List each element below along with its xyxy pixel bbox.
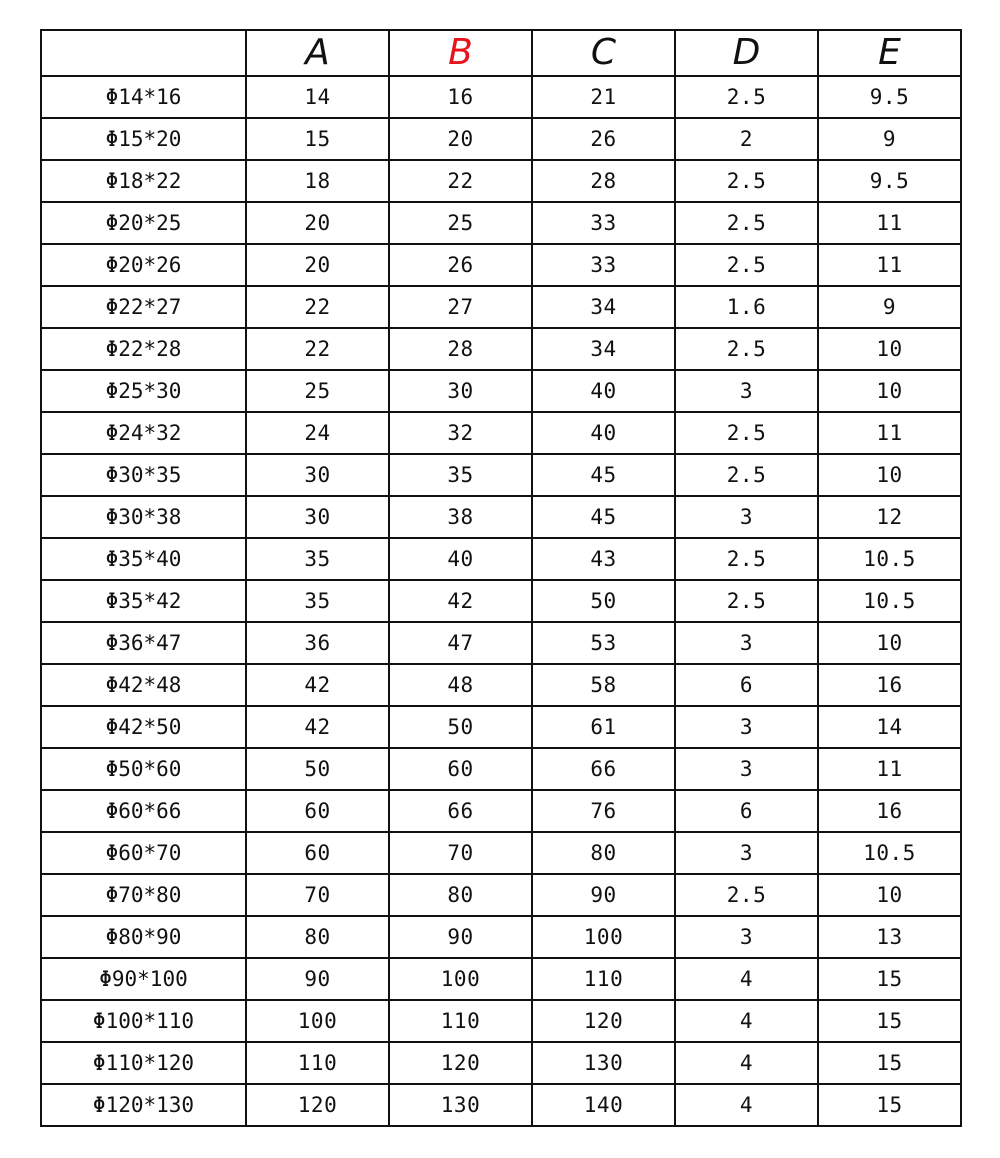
- a-cell: 60: [246, 832, 389, 874]
- size-cell: Φ60*66: [41, 790, 246, 832]
- d-cell: 3: [675, 748, 818, 790]
- b-cell: 25: [389, 202, 532, 244]
- e-cell: 15: [818, 1084, 961, 1126]
- c-cell: 40: [532, 370, 675, 412]
- c-cell: 33: [532, 202, 675, 244]
- a-cell: 25: [246, 370, 389, 412]
- e-cell: 9: [818, 118, 961, 160]
- c-cell: 50: [532, 580, 675, 622]
- c-cell: 45: [532, 496, 675, 538]
- b-cell: 70: [389, 832, 532, 874]
- a-cell: 14: [246, 76, 389, 118]
- d-cell: 3: [675, 706, 818, 748]
- size-cell: Φ50*60: [41, 748, 246, 790]
- header-size: [41, 30, 246, 76]
- c-cell: 66: [532, 748, 675, 790]
- table-row: [41, 664, 961, 706]
- a-cell: 50: [246, 748, 389, 790]
- size-cell: Φ18*22: [41, 160, 246, 202]
- e-cell: 9.5: [818, 160, 961, 202]
- table-row: [41, 160, 961, 202]
- e-cell: 15: [818, 1042, 961, 1084]
- table-row: [41, 454, 961, 496]
- size-cell: Φ20*26: [41, 244, 246, 286]
- c-cell: 61: [532, 706, 675, 748]
- size-cell: Φ110*120: [41, 1042, 246, 1084]
- size-cell: Φ14*16: [41, 76, 246, 118]
- size-cell: Φ100*110: [41, 1000, 246, 1042]
- d-cell: 2.5: [675, 874, 818, 916]
- a-cell: 24: [246, 412, 389, 454]
- b-cell: 90: [389, 916, 532, 958]
- a-cell: 30: [246, 454, 389, 496]
- b-cell: 50: [389, 706, 532, 748]
- size-cell: Φ24*32: [41, 412, 246, 454]
- a-cell: 35: [246, 580, 389, 622]
- e-cell: 11: [818, 244, 961, 286]
- header-a: A: [246, 30, 389, 76]
- table-row: [41, 328, 961, 370]
- e-cell: 10: [818, 874, 961, 916]
- d-cell: 3: [675, 916, 818, 958]
- table-row: [41, 622, 961, 664]
- table-row: [41, 286, 961, 328]
- c-cell: 120: [532, 1000, 675, 1042]
- e-cell: 10.5: [818, 538, 961, 580]
- c-cell: 34: [532, 286, 675, 328]
- size-cell: Φ90*100: [41, 958, 246, 1000]
- b-cell: 110: [389, 1000, 532, 1042]
- b-cell: 60: [389, 748, 532, 790]
- c-cell: 26: [532, 118, 675, 160]
- e-cell: 15: [818, 1000, 961, 1042]
- size-spec-table: [40, 29, 962, 1127]
- size-cell: Φ42*50: [41, 706, 246, 748]
- header-e: E: [818, 30, 961, 76]
- d-cell: 4: [675, 1042, 818, 1084]
- a-cell: 18: [246, 160, 389, 202]
- size-cell: Φ20*25: [41, 202, 246, 244]
- b-cell: 32: [389, 412, 532, 454]
- table-row: [41, 244, 961, 286]
- a-cell: 36: [246, 622, 389, 664]
- b-cell: 28: [389, 328, 532, 370]
- b-cell: 42: [389, 580, 532, 622]
- d-cell: 2.5: [675, 328, 818, 370]
- size-cell: Φ30*38: [41, 496, 246, 538]
- c-cell: 130: [532, 1042, 675, 1084]
- e-cell: 15: [818, 958, 961, 1000]
- table-row: [41, 118, 961, 160]
- a-cell: 90: [246, 958, 389, 1000]
- d-cell: 6: [675, 790, 818, 832]
- size-cell: Φ25*30: [41, 370, 246, 412]
- b-cell: 100: [389, 958, 532, 1000]
- size-cell: Φ35*40: [41, 538, 246, 580]
- e-cell: 11: [818, 748, 961, 790]
- c-cell: 34: [532, 328, 675, 370]
- header-row: [41, 30, 961, 76]
- d-cell: 2: [675, 118, 818, 160]
- table-row: [41, 580, 961, 622]
- b-cell: 35: [389, 454, 532, 496]
- table-row: [41, 790, 961, 832]
- table-row: [41, 1084, 961, 1126]
- d-cell: 2.5: [675, 244, 818, 286]
- table-row: [41, 958, 961, 1000]
- b-cell: 16: [389, 76, 532, 118]
- b-cell: 20: [389, 118, 532, 160]
- header-c: C: [532, 30, 675, 76]
- table-row: [41, 748, 961, 790]
- table-row: [41, 202, 961, 244]
- d-cell: 2.5: [675, 580, 818, 622]
- c-cell: 43: [532, 538, 675, 580]
- c-cell: 110: [532, 958, 675, 1000]
- a-cell: 15: [246, 118, 389, 160]
- d-cell: 6: [675, 664, 818, 706]
- d-cell: 4: [675, 1084, 818, 1126]
- b-cell: 47: [389, 622, 532, 664]
- size-cell: Φ60*70: [41, 832, 246, 874]
- table-row: [41, 832, 961, 874]
- e-cell: 9.5: [818, 76, 961, 118]
- e-cell: 11: [818, 202, 961, 244]
- size-cell: Φ22*28: [41, 328, 246, 370]
- c-cell: 76: [532, 790, 675, 832]
- b-cell: 26: [389, 244, 532, 286]
- c-cell: 45: [532, 454, 675, 496]
- a-cell: 42: [246, 706, 389, 748]
- e-cell: 16: [818, 790, 961, 832]
- table-row: [41, 412, 961, 454]
- e-cell: 16: [818, 664, 961, 706]
- b-cell: 30: [389, 370, 532, 412]
- a-cell: 80: [246, 916, 389, 958]
- a-cell: 20: [246, 244, 389, 286]
- a-cell: 100: [246, 1000, 389, 1042]
- a-cell: 42: [246, 664, 389, 706]
- c-cell: 53: [532, 622, 675, 664]
- a-cell: 60: [246, 790, 389, 832]
- table-row: [41, 538, 961, 580]
- header-b: B: [389, 30, 532, 76]
- table-row: [41, 706, 961, 748]
- table-row: [41, 370, 961, 412]
- e-cell: 14: [818, 706, 961, 748]
- d-cell: 2.5: [675, 202, 818, 244]
- b-cell: 27: [389, 286, 532, 328]
- e-cell: 12: [818, 496, 961, 538]
- c-cell: 40: [532, 412, 675, 454]
- e-cell: 10: [818, 370, 961, 412]
- size-cell: Φ22*27: [41, 286, 246, 328]
- size-cell: Φ15*20: [41, 118, 246, 160]
- d-cell: 2.5: [675, 412, 818, 454]
- b-cell: 120: [389, 1042, 532, 1084]
- d-cell: 4: [675, 958, 818, 1000]
- a-cell: 70: [246, 874, 389, 916]
- header-d: D: [675, 30, 818, 76]
- c-cell: 80: [532, 832, 675, 874]
- b-cell: 66: [389, 790, 532, 832]
- a-cell: 110: [246, 1042, 389, 1084]
- d-cell: 3: [675, 496, 818, 538]
- d-cell: 3: [675, 832, 818, 874]
- d-cell: 2.5: [675, 454, 818, 496]
- c-cell: 100: [532, 916, 675, 958]
- e-cell: 10: [818, 328, 961, 370]
- table-row: [41, 496, 961, 538]
- b-cell: 22: [389, 160, 532, 202]
- e-cell: 13: [818, 916, 961, 958]
- a-cell: 35: [246, 538, 389, 580]
- d-cell: 2.5: [675, 76, 818, 118]
- d-cell: 4: [675, 1000, 818, 1042]
- c-cell: 58: [532, 664, 675, 706]
- table-row: [41, 874, 961, 916]
- d-cell: 2.5: [675, 160, 818, 202]
- c-cell: 140: [532, 1084, 675, 1126]
- d-cell: 1.6: [675, 286, 818, 328]
- e-cell: 11: [818, 412, 961, 454]
- d-cell: 2.5: [675, 538, 818, 580]
- a-cell: 20: [246, 202, 389, 244]
- c-cell: 21: [532, 76, 675, 118]
- b-cell: 48: [389, 664, 532, 706]
- b-cell: 40: [389, 538, 532, 580]
- e-cell: 10.5: [818, 580, 961, 622]
- d-cell: 3: [675, 622, 818, 664]
- table-row: [41, 76, 961, 118]
- e-cell: 10.5: [818, 832, 961, 874]
- size-cell: Φ120*130: [41, 1084, 246, 1126]
- size-cell: Φ36*47: [41, 622, 246, 664]
- a-cell: 22: [246, 328, 389, 370]
- table-header: [41, 30, 961, 76]
- a-cell: 120: [246, 1084, 389, 1126]
- table-row: [41, 1042, 961, 1084]
- d-cell: 3: [675, 370, 818, 412]
- a-cell: 22: [246, 286, 389, 328]
- e-cell: 9: [818, 286, 961, 328]
- e-cell: 10: [818, 454, 961, 496]
- b-cell: 38: [389, 496, 532, 538]
- table-body: [41, 76, 961, 1126]
- c-cell: 28: [532, 160, 675, 202]
- a-cell: 30: [246, 496, 389, 538]
- c-cell: 90: [532, 874, 675, 916]
- e-cell: 10: [818, 622, 961, 664]
- size-cell: Φ70*80: [41, 874, 246, 916]
- size-cell: Φ30*35: [41, 454, 246, 496]
- size-cell: Φ42*48: [41, 664, 246, 706]
- table-row: [41, 1000, 961, 1042]
- b-cell: 80: [389, 874, 532, 916]
- c-cell: 33: [532, 244, 675, 286]
- b-cell: 130: [389, 1084, 532, 1126]
- table-row: [41, 916, 961, 958]
- size-cell: Φ35*42: [41, 580, 246, 622]
- size-cell: Φ80*90: [41, 916, 246, 958]
